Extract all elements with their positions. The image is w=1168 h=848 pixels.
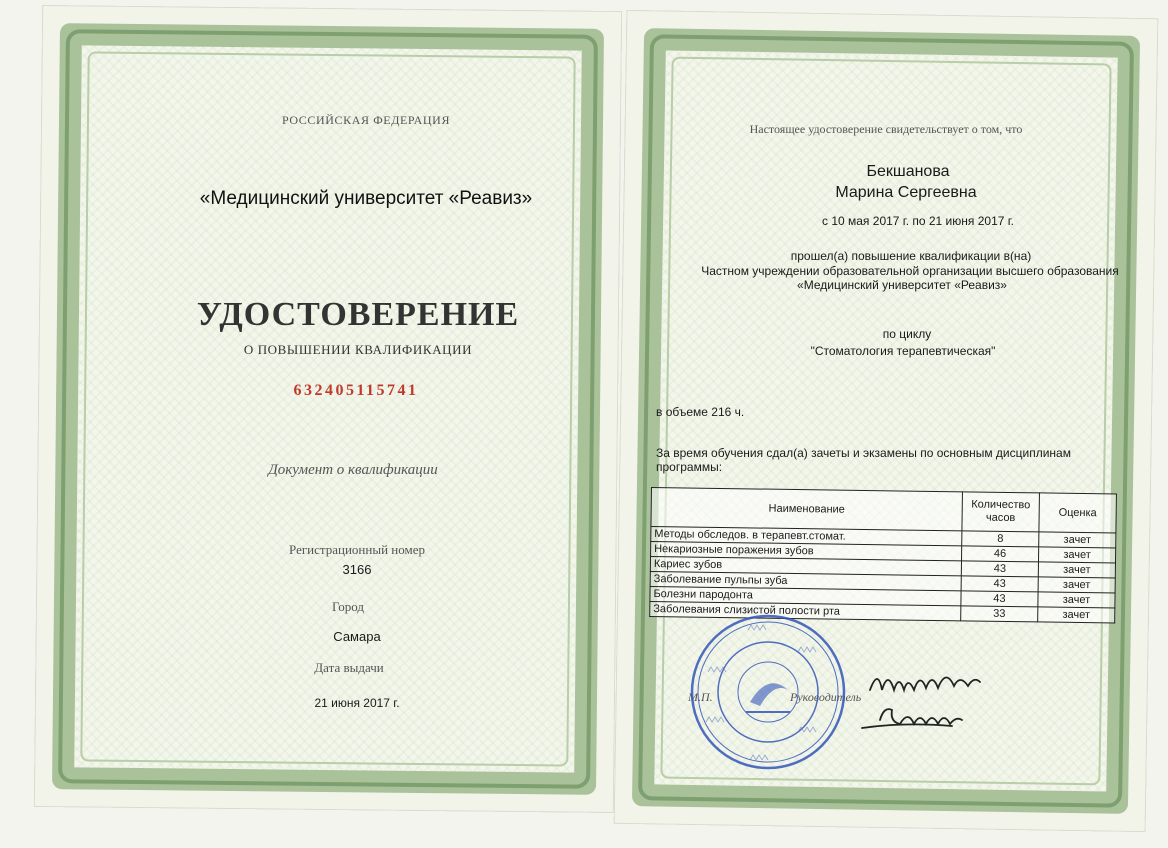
- handwritten-signatures: [850, 658, 1030, 748]
- study-period: с 10 мая 2017 г. по 21 июня 2017 г.: [821, 214, 1015, 228]
- discipline-hours: 43: [961, 561, 1038, 577]
- cycle-label: по циклу: [882, 327, 932, 341]
- discipline-grade: зачет: [1038, 607, 1115, 623]
- disciplines-table: [649, 487, 1117, 623]
- head-label: Руководитель: [790, 690, 862, 704]
- discipline-name: Болезни пародонта: [650, 586, 961, 605]
- discipline-hours: 33: [961, 606, 1038, 622]
- discipline-name: Некариозные поражения зубов: [651, 542, 962, 561]
- registration-label: Регистрационный номер: [289, 542, 425, 557]
- city-value: Самара: [333, 629, 381, 644]
- passed-line: прошел(а) повышение квалификации в(на): [790, 249, 1032, 263]
- table-header-row: [651, 488, 1116, 533]
- document-type: Документ о квалификации: [268, 462, 438, 478]
- discipline-hours: 43: [961, 591, 1038, 607]
- discipline-grade: зачет: [1038, 577, 1115, 593]
- document-title: УДОСТОВЕРЕНИЕ: [196, 296, 520, 333]
- discipline-name: Кариес зубов: [650, 557, 961, 576]
- column-header-name: Наименование: [651, 488, 963, 531]
- holder-given-names: Марина Сергеевна: [835, 184, 977, 201]
- discipline-hours: 8: [962, 531, 1039, 547]
- ornamental-border: [52, 23, 604, 795]
- issue-date-value: 21 июня 2017 г.: [314, 696, 400, 710]
- issue-date-label: Дата выдачи: [314, 660, 384, 675]
- institution-line-1: Частном учреждении образовательной организации высшего образования: [701, 264, 1119, 278]
- official-seal: [688, 612, 848, 772]
- discipline-hours: 43: [961, 576, 1038, 592]
- discipline-grade: зачет: [1038, 592, 1115, 608]
- column-header-hours: Количество часов: [962, 492, 1040, 532]
- holder-surname: Бекшанова: [866, 163, 950, 180]
- discipline-grade: зачет: [1039, 532, 1116, 548]
- exams-line-1: За время обучения сдал(а) зачеты и экзамены по основным дисциплинам: [656, 446, 1071, 460]
- document-subtitle: О ПОВЫШЕНИИ КВАЛИФИКАЦИИ: [243, 342, 473, 357]
- volume-hours: в объеме 216 ч.: [656, 405, 745, 419]
- university-name: «Медицинский университет «Реавиз»: [199, 188, 533, 209]
- serial-number: 632405115741: [293, 382, 419, 399]
- stamp-place-label: М.П.: [688, 690, 713, 704]
- column-header-grade: Оценка: [1039, 493, 1117, 533]
- discipline-grade: зачет: [1038, 562, 1115, 578]
- registration-number: 3166: [342, 562, 372, 577]
- certifies-line: Настоящее удостоверение свидетельствует о том, что: [749, 122, 1023, 136]
- cycle-name: "Стоматология терапевтическая": [810, 344, 996, 358]
- discipline-name: Заболевания слизистой полости рта: [650, 601, 961, 620]
- discipline-name: Заболевание пульпы зуба: [650, 571, 961, 590]
- discipline-hours: 46: [961, 546, 1038, 562]
- country-label: РОССИЙСКАЯ ФЕДЕРАЦИЯ: [281, 113, 451, 127]
- institution-line-2: «Медицинский университет «Реавиз»: [797, 278, 1007, 292]
- discipline-grade: зачет: [1038, 547, 1115, 563]
- exams-line-2: программы:: [656, 460, 723, 474]
- city-label: Город: [331, 599, 365, 614]
- discipline-name: Методы обследов. в терапевт.стомат.: [651, 527, 962, 546]
